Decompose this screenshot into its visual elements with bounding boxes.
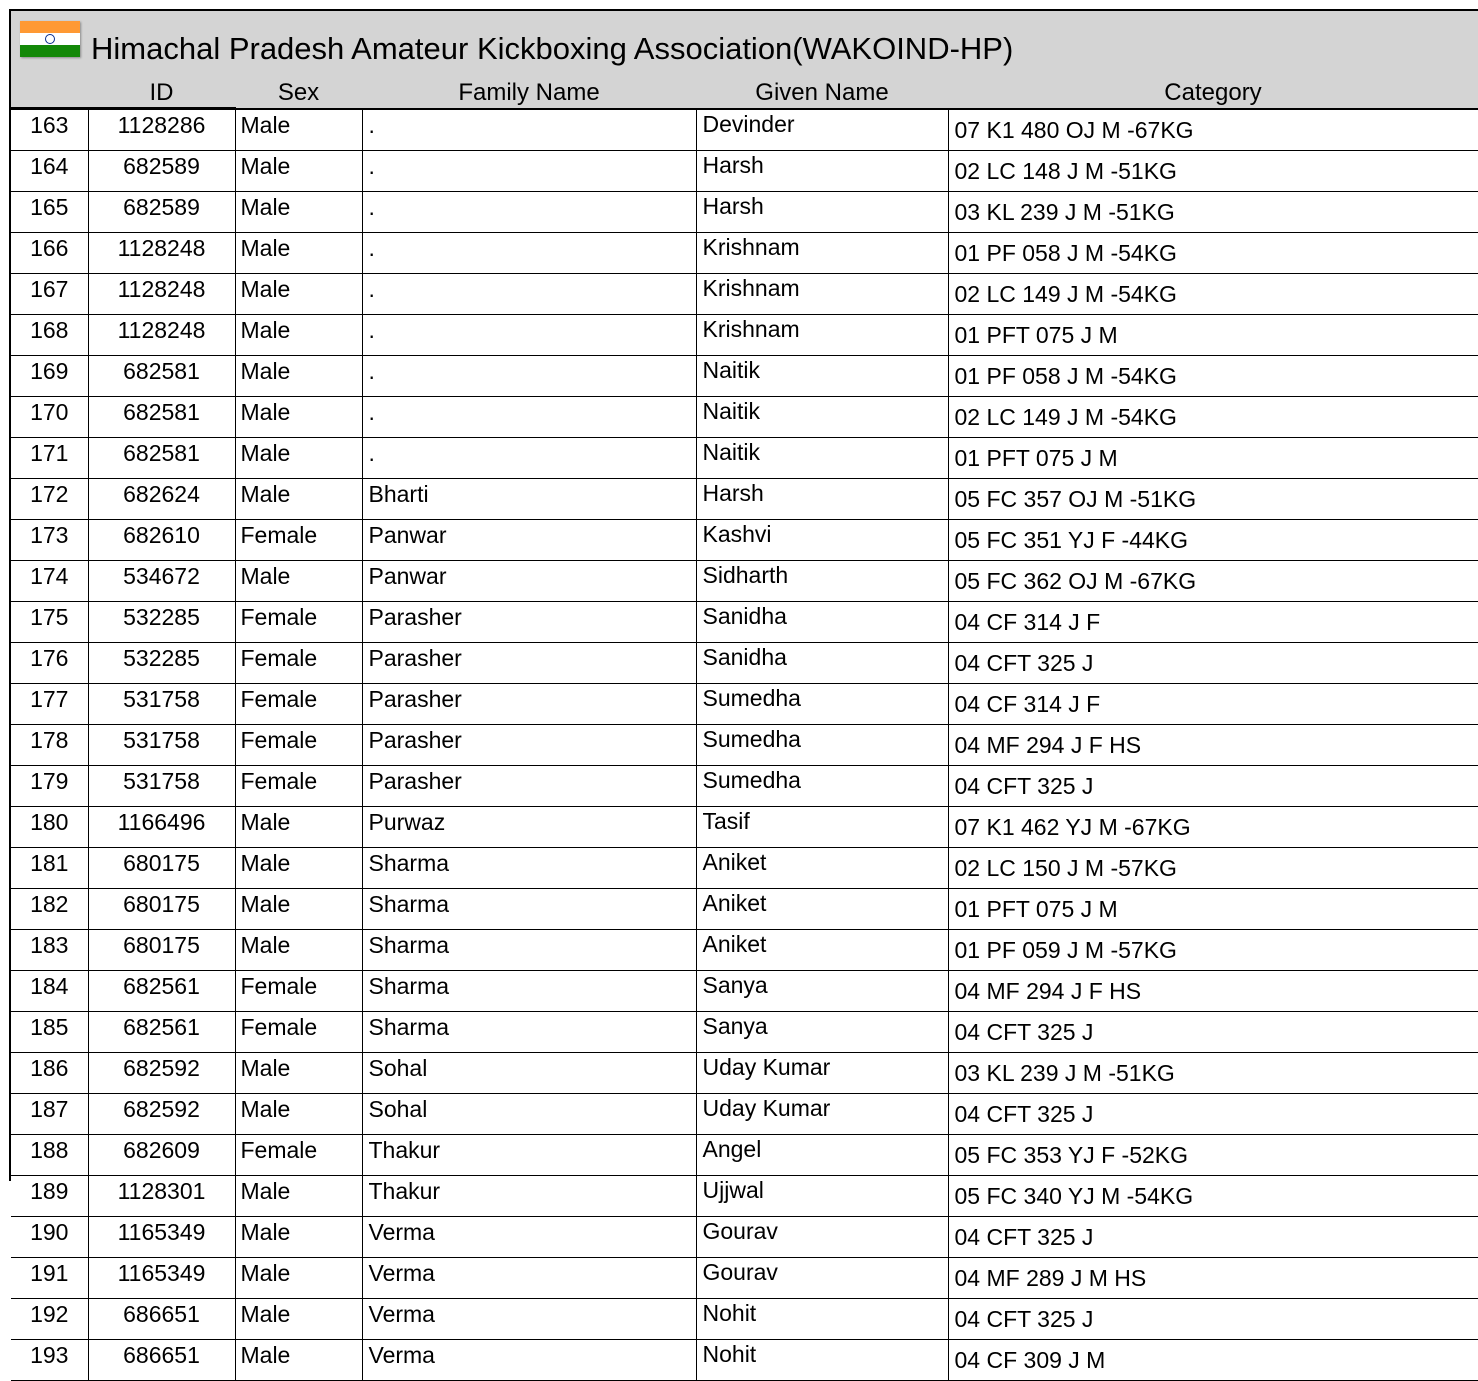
table-row: [11, 1135, 1478, 1176]
cell-category: 04 CF 314 J F: [948, 602, 1478, 643]
cell-given-name: Aniket: [696, 889, 948, 930]
cell-category: 04 CFT 325 J: [948, 1094, 1478, 1135]
cell-athlete-id: 1128248: [88, 274, 235, 315]
cell-category: 03 KL 239 J M -51KG: [948, 192, 1478, 233]
table-row: [11, 930, 1478, 971]
cell-category: 04 CFT 325 J: [948, 766, 1478, 807]
cell-given-name: Krishnam: [696, 315, 948, 356]
cell-given-name: Aniket: [696, 848, 948, 889]
table-row: [11, 1217, 1478, 1258]
table-row: [11, 1258, 1478, 1299]
cell-category: 03 KL 239 J M -51KG: [948, 1053, 1478, 1094]
cell-row-number: 165: [11, 192, 88, 233]
cell-sex: Male: [235, 1217, 362, 1258]
cell-athlete-id: 682561: [88, 1012, 235, 1053]
cell-family-name: Sharma: [362, 971, 696, 1012]
table-row: [11, 356, 1478, 397]
document-title: Himachal Pradesh Amateur Kickboxing Association(WAKOIND-HP): [91, 31, 1014, 66]
cell-athlete-id: 682581: [88, 356, 235, 397]
table-row: [11, 1340, 1478, 1381]
cell-category: 07 K1 462 YJ M -67KG: [948, 807, 1478, 848]
cell-sex: Female: [235, 766, 362, 807]
cell-family-name: Verma: [362, 1217, 696, 1258]
cell-sex: Female: [235, 520, 362, 561]
cell-family-name: Bharti: [362, 479, 696, 520]
cell-athlete-id: 682592: [88, 1094, 235, 1135]
cell-row-number: 190: [11, 1217, 88, 1258]
table-row: [11, 684, 1478, 725]
table-row: [11, 1053, 1478, 1094]
cell-family-name: .: [362, 192, 696, 233]
table-row: [11, 397, 1478, 438]
cell-athlete-id: 531758: [88, 725, 235, 766]
cell-category: 04 MF 294 J F HS: [948, 725, 1478, 766]
cell-row-number: 185: [11, 1012, 88, 1053]
cell-row-number: 178: [11, 725, 88, 766]
cell-athlete-id: 682609: [88, 1135, 235, 1176]
cell-row-number: 166: [11, 233, 88, 274]
table-row: [11, 971, 1478, 1012]
table-header: [11, 72, 1478, 110]
cell-given-name: Nohit: [696, 1340, 948, 1381]
cell-sex: Male: [235, 807, 362, 848]
cell-athlete-id: 682589: [88, 192, 235, 233]
cell-category: 02 LC 149 J M -54KG: [948, 397, 1478, 438]
cell-given-name: Nohit: [696, 1299, 948, 1340]
cell-athlete-id: 682610: [88, 520, 235, 561]
cell-category: 05 FC 351 YJ F -44KG: [948, 520, 1478, 561]
cell-given-name: Uday Kumar: [696, 1053, 948, 1094]
cell-athlete-id: 1128248: [88, 233, 235, 274]
cell-row-number: 181: [11, 848, 88, 889]
cell-given-name: Ujjwal: [696, 1176, 948, 1217]
cell-given-name: Harsh: [696, 151, 948, 192]
cell-family-name: Parasher: [362, 602, 696, 643]
cell-sex: Female: [235, 725, 362, 766]
cell-given-name: Sanya: [696, 1012, 948, 1053]
cell-sex: Male: [235, 1094, 362, 1135]
title-bar: [11, 11, 1478, 73]
cell-athlete-id: 1165349: [88, 1217, 235, 1258]
cell-given-name: Gourav: [696, 1258, 948, 1299]
cell-athlete-id: 1128301: [88, 1176, 235, 1217]
cell-family-name: Verma: [362, 1299, 696, 1340]
table-row: [11, 725, 1478, 766]
cell-family-name: .: [362, 315, 696, 356]
cell-sex: Male: [235, 889, 362, 930]
cell-family-name: Thakur: [362, 1135, 696, 1176]
cell-given-name: Krishnam: [696, 274, 948, 315]
cell-given-name: Angel: [696, 1135, 948, 1176]
table-row: [11, 766, 1478, 807]
cell-family-name: Parasher: [362, 684, 696, 725]
cell-family-name: .: [362, 438, 696, 479]
table-row: [11, 274, 1478, 315]
table-row: [11, 315, 1478, 356]
cell-family-name: Verma: [362, 1340, 696, 1381]
cell-row-number: 187: [11, 1094, 88, 1135]
cell-given-name: Harsh: [696, 479, 948, 520]
cell-category: 07 K1 480 OJ M -67KG: [948, 110, 1478, 151]
cell-family-name: Parasher: [362, 643, 696, 684]
cell-family-name: Sohal: [362, 1053, 696, 1094]
cell-given-name: Sumedha: [696, 684, 948, 725]
cell-given-name: Sanidha: [696, 602, 948, 643]
table-row: [11, 807, 1478, 848]
table-row: [11, 643, 1478, 684]
cell-athlete-id: 1165349: [88, 1258, 235, 1299]
cell-athlete-id: 682581: [88, 438, 235, 479]
cell-athlete-id: 532285: [88, 643, 235, 684]
cell-family-name: .: [362, 151, 696, 192]
cell-row-number: 167: [11, 274, 88, 315]
cell-category: 02 LC 148 J M -51KG: [948, 151, 1478, 192]
table-row: [11, 438, 1478, 479]
cell-sex: Male: [235, 315, 362, 356]
cell-given-name: Harsh: [696, 192, 948, 233]
cell-athlete-id: 532285: [88, 602, 235, 643]
cell-athlete-id: 680175: [88, 848, 235, 889]
cell-category: 02 LC 150 J M -57KG: [948, 848, 1478, 889]
column-header-sex: Sex: [277, 79, 320, 106]
cell-sex: Male: [235, 151, 362, 192]
cell-athlete-id: 680175: [88, 889, 235, 930]
cell-row-number: 177: [11, 684, 88, 725]
cell-family-name: Panwar: [362, 520, 696, 561]
table-row: [11, 1176, 1478, 1217]
cell-family-name: Sohal: [362, 1094, 696, 1135]
cell-family-name: Thakur: [362, 1176, 696, 1217]
table-row: [11, 602, 1478, 643]
cell-given-name: Kashvi: [696, 520, 948, 561]
cell-sex: Male: [235, 1299, 362, 1340]
cell-athlete-id: 682589: [88, 151, 235, 192]
cell-sex: Female: [235, 602, 362, 643]
table-row: [11, 561, 1478, 602]
cell-athlete-id: 682581: [88, 397, 235, 438]
cell-family-name: .: [362, 233, 696, 274]
cell-family-name: Verma: [362, 1258, 696, 1299]
cell-category: 04 CFT 325 J: [948, 643, 1478, 684]
india-flag-icon: [20, 21, 80, 57]
cell-sex: Male: [235, 274, 362, 315]
cell-category: 05 FC 340 YJ M -54KG: [948, 1176, 1478, 1217]
cell-athlete-id: 682592: [88, 1053, 235, 1094]
cell-category: 01 PFT 075 J M: [948, 889, 1478, 930]
cell-family-name: Sharma: [362, 889, 696, 930]
cell-given-name: Sidharth: [696, 561, 948, 602]
column-header-family-name: Family Name: [458, 79, 600, 106]
cell-category: 02 LC 149 J M -54KG: [948, 274, 1478, 315]
cell-given-name: Sumedha: [696, 766, 948, 807]
cell-category: 05 FC 362 OJ M -67KG: [948, 561, 1478, 602]
cell-row-number: 183: [11, 930, 88, 971]
cell-athlete-id: 686651: [88, 1299, 235, 1340]
cell-sex: Male: [235, 1176, 362, 1217]
cell-sex: Male: [235, 848, 362, 889]
cell-given-name: Sanidha: [696, 643, 948, 684]
cell-row-number: 163: [11, 110, 88, 151]
cell-row-number: 175: [11, 602, 88, 643]
cell-sex: Female: [235, 643, 362, 684]
cell-family-name: .: [362, 397, 696, 438]
cell-sex: Male: [235, 1340, 362, 1381]
cell-row-number: 174: [11, 561, 88, 602]
cell-category: 01 PF 058 J M -54KG: [948, 233, 1478, 274]
cell-sex: Male: [235, 397, 362, 438]
table-row: [11, 848, 1478, 889]
cell-row-number: 192: [11, 1299, 88, 1340]
cell-given-name: Devinder: [696, 110, 948, 151]
cell-category: 01 PFT 075 J M: [948, 438, 1478, 479]
cell-category: 01 PFT 075 J M: [948, 315, 1478, 356]
cell-athlete-id: 680175: [88, 930, 235, 971]
cell-row-number: 170: [11, 397, 88, 438]
cell-athlete-id: 531758: [88, 766, 235, 807]
cell-athlete-id: 1128286: [88, 110, 235, 151]
cell-given-name: Sumedha: [696, 725, 948, 766]
cell-row-number: 186: [11, 1053, 88, 1094]
cell-family-name: .: [362, 274, 696, 315]
cell-given-name: Naitik: [696, 438, 948, 479]
cell-athlete-id: 682561: [88, 971, 235, 1012]
cell-row-number: 179: [11, 766, 88, 807]
column-header-row-number: [11, 72, 88, 108]
cell-row-number: 191: [11, 1258, 88, 1299]
cell-athlete-id: 1166496: [88, 807, 235, 848]
cell-row-number: 173: [11, 520, 88, 561]
cell-family-name: Sharma: [362, 1012, 696, 1053]
cell-given-name: Naitik: [696, 397, 948, 438]
cell-row-number: 169: [11, 356, 88, 397]
cell-category: 05 FC 353 YJ F -52KG: [948, 1135, 1478, 1176]
cell-sex: Male: [235, 233, 362, 274]
cell-athlete-id: 531758: [88, 684, 235, 725]
cell-category: 01 PF 059 J M -57KG: [948, 930, 1478, 971]
table-row: [11, 479, 1478, 520]
table-row: [11, 192, 1478, 233]
cell-given-name: Uday Kumar: [696, 1094, 948, 1135]
cell-sex: Male: [235, 479, 362, 520]
cell-given-name: Naitik: [696, 356, 948, 397]
cell-sex: Female: [235, 684, 362, 725]
cell-given-name: Krishnam: [696, 233, 948, 274]
cell-row-number: 164: [11, 151, 88, 192]
cell-row-number: 172: [11, 479, 88, 520]
cell-sex: Male: [235, 356, 362, 397]
cell-given-name: Sanya: [696, 971, 948, 1012]
cell-category: 04 MF 294 J F HS: [948, 971, 1478, 1012]
cell-sex: Male: [235, 192, 362, 233]
cell-sex: Male: [235, 110, 362, 151]
cell-sex: Female: [235, 971, 362, 1012]
table-row: [11, 520, 1478, 561]
cell-category: 04 CFT 325 J: [948, 1012, 1478, 1053]
cell-row-number: 184: [11, 971, 88, 1012]
cell-row-number: 189: [11, 1176, 88, 1217]
entries-table: [11, 110, 1478, 1381]
cell-athlete-id: 1128248: [88, 315, 235, 356]
cell-category: 04 CF 309 J M: [948, 1340, 1478, 1381]
cell-sex: Male: [235, 1053, 362, 1094]
cell-category: 01 PF 058 J M -54KG: [948, 356, 1478, 397]
cell-family-name: Parasher: [362, 725, 696, 766]
cell-row-number: 188: [11, 1135, 88, 1176]
cell-sex: Male: [235, 930, 362, 971]
cell-row-number: 193: [11, 1340, 88, 1381]
cell-family-name: Sharma: [362, 930, 696, 971]
cell-sex: Male: [235, 438, 362, 479]
cell-row-number: 182: [11, 889, 88, 930]
cell-athlete-id: 682624: [88, 479, 235, 520]
table-row: [11, 889, 1478, 930]
cell-family-name: .: [362, 356, 696, 397]
cell-sex: Female: [235, 1135, 362, 1176]
cell-category: 05 FC 357 OJ M -51KG: [948, 479, 1478, 520]
table-row: [11, 151, 1478, 192]
cell-category: 04 CFT 325 J: [948, 1299, 1478, 1340]
cell-category: 04 MF 289 J M HS: [948, 1258, 1478, 1299]
column-header-id: ID: [149, 79, 174, 106]
cell-sex: Male: [235, 561, 362, 602]
cell-row-number: 176: [11, 643, 88, 684]
cell-row-number: 168: [11, 315, 88, 356]
table-row: [11, 110, 1478, 151]
cell-category: 04 CFT 325 J: [948, 1217, 1478, 1258]
table-row: [11, 233, 1478, 274]
cell-given-name: Aniket: [696, 930, 948, 971]
column-header-given-name: Given Name: [755, 79, 889, 106]
cell-category: 04 CF 314 J F: [948, 684, 1478, 725]
table-row: [11, 1012, 1478, 1053]
cell-family-name: Panwar: [362, 561, 696, 602]
cell-given-name: Gourav: [696, 1217, 948, 1258]
cell-family-name: Parasher: [362, 766, 696, 807]
cell-athlete-id: 686651: [88, 1340, 235, 1381]
cell-row-number: 171: [11, 438, 88, 479]
cell-sex: Male: [235, 1258, 362, 1299]
cell-given-name: Tasif: [696, 807, 948, 848]
cell-row-number: 180: [11, 807, 88, 848]
document-frame: [9, 9, 1478, 1373]
cell-sex: Female: [235, 1012, 362, 1053]
column-header-category: Category: [1164, 79, 1262, 106]
cell-family-name: Sharma: [362, 848, 696, 889]
cell-family-name: Purwaz: [362, 807, 696, 848]
cell-athlete-id: 534672: [88, 561, 235, 602]
cell-family-name: .: [362, 110, 696, 151]
table-row: [11, 1094, 1478, 1135]
table-row: [11, 1299, 1478, 1340]
